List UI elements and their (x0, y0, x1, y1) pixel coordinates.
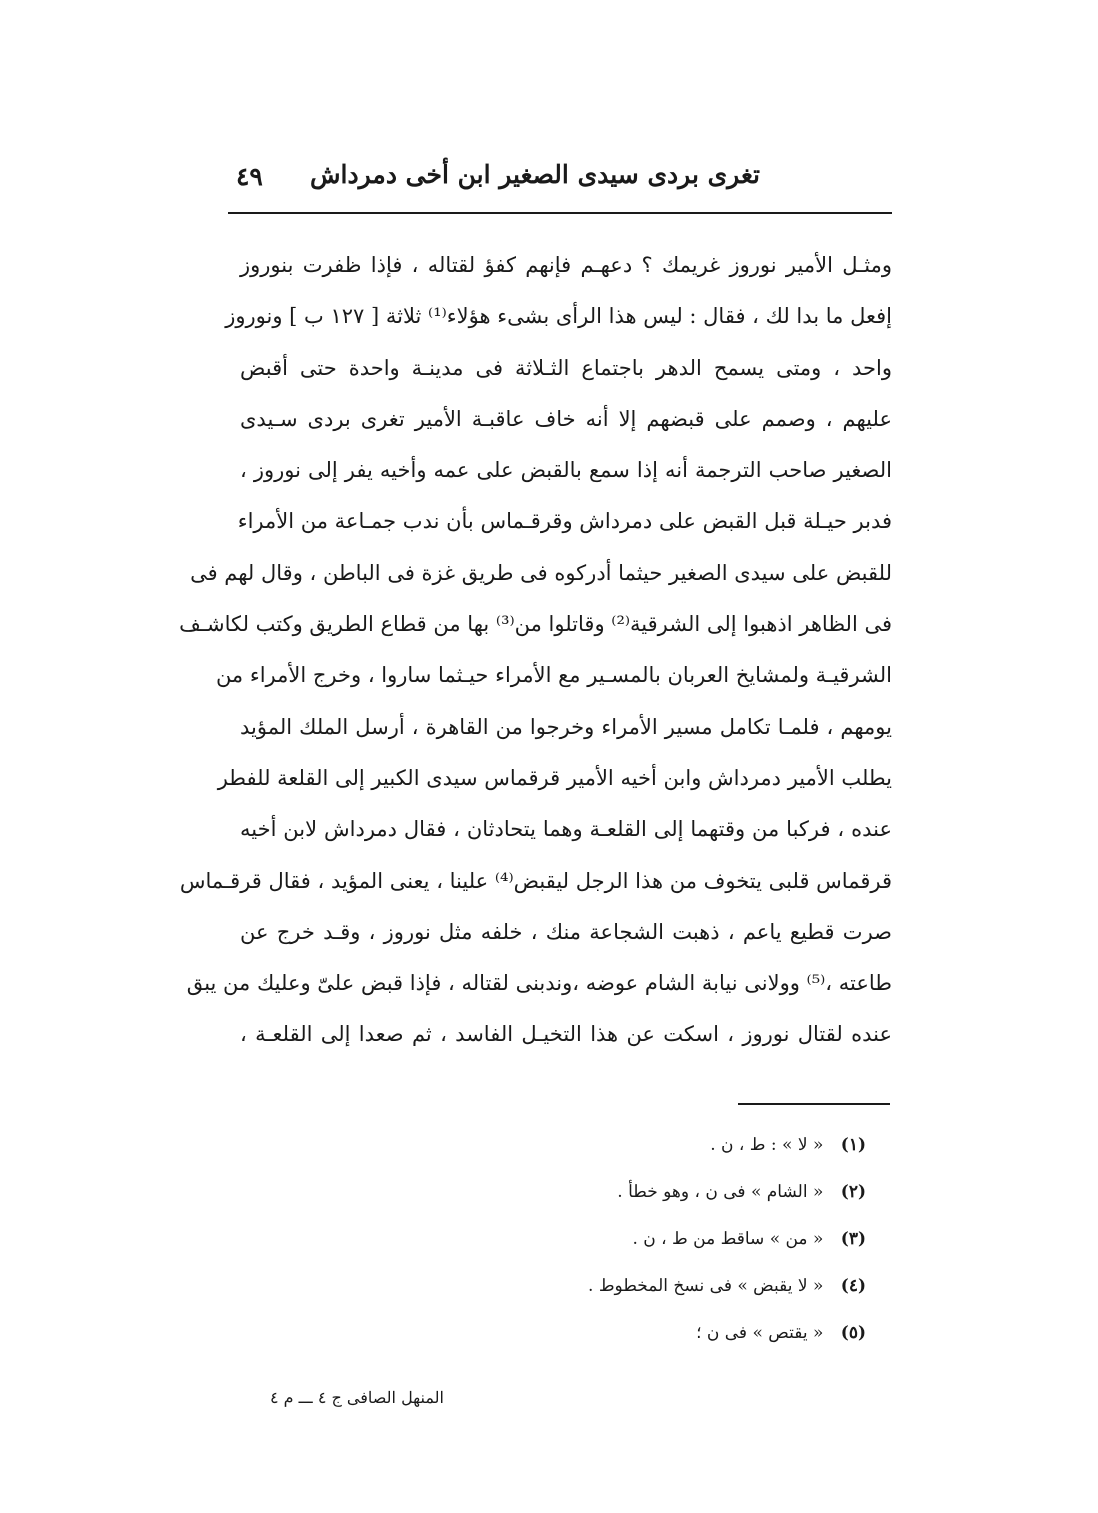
footnote (588, 1266, 866, 1313)
text-line: قرقماس قلبى يتخوف من هذا الرجل ليقبض⁽⁴⁾ علينا ، يعنى المؤيد ، فقال قرقـماس (179, 868, 892, 893)
footnote (588, 1219, 866, 1266)
body-text (179, 240, 892, 1061)
header-rule (228, 212, 892, 214)
footnote-number: (٥) (840, 1323, 866, 1343)
text-line: يومهم ، فلمـا تكامل مسير الأمراء وخرجوا من القاهرة ، أرسل الملك المؤيد (240, 714, 892, 739)
text-line: الشرقيـة ولمشايخ العربان بالمسـير مع الأمراء حيـثما ساروا ، وخرج الأمراء من (215, 663, 892, 688)
footnote (588, 1313, 866, 1360)
footnote-number: (٢) (840, 1182, 866, 1202)
text-line: عنده ، فركبا من وقتهما إلى القلعـة وهما يتحادثان ، فقال دمرداش لابن أخيه (240, 817, 892, 842)
footnote (588, 1125, 866, 1172)
footnote-number: (١) (840, 1135, 866, 1155)
footnote-text: « يقتص » فى ن ؛ (696, 1323, 824, 1343)
footnote (588, 1172, 866, 1219)
footnotes (588, 1125, 866, 1360)
footnote-number: (٤) (840, 1276, 866, 1296)
footnote-rule (738, 1103, 890, 1105)
text-line: للقبض على سيدى الصغير حيثما أدركوه فى طريق غزة فى الباطن ، وقال لهم فى (190, 560, 892, 585)
running-header (228, 160, 890, 204)
text-line: عليهم ، وصمم على قبضهم إلا أنه خاف عاقبـة الأمير تغرى بردى سـيدى (240, 406, 892, 431)
text-line: صرت قطيع ياعم ، ذهبت الشجاعة منك ، خلفه مثل نوروز ، وقـد خرج عن (240, 919, 892, 944)
footnote-text: « من » ساقط من ط ، ن . (632, 1229, 824, 1249)
text-line: فدبر حيـلة قبل القبض على دمرداش وقرقـماس بأن ندب جمـاعة من الأمراء (237, 509, 892, 534)
footnote-number: (٣) (840, 1229, 866, 1249)
text-line: ومثـل الأمير نوروز غريمك ؟ دعهـم فإنهم كفؤ لقتاله ، فإذا ظفرت بنوروز (240, 253, 892, 277)
footnote-text: « الشام » فى ن ، وهو خطأ . (617, 1182, 824, 1202)
text-line: الصغير صاحب الترجمة أنه إذا سمع بالقبض على عمه وأخيه يفر إلى نوروز ، (240, 458, 892, 483)
printer-signature: المنهل الصافى ج ٤ ـــ م ٤ (270, 1388, 444, 1407)
footnote-text: « لا » : ط ، ن . (710, 1135, 824, 1155)
text-line: عنده لقتال نوروز ، اسكت عن هذا التخيـل الفاسد ، ثم صعدا إلى القلعـة ، (240, 1022, 892, 1047)
text-line: يطلب الأمير دمرداش وابن أخيه الأمير قرقماس سيدى الكبير إلى القلعة للفطر (217, 765, 892, 790)
footnote-text: « لا يقبض » فى نسخ المخطوط . (588, 1276, 824, 1296)
text-line: فى الظاهر اذهبوا إلى الشرقية⁽²⁾ وقاتلوا من⁽³⁾ بها من قطاع الطريق وكتب لكاشـف (179, 612, 892, 637)
text-line: واحد ، ومتى يسمح الدهر باجتماع الثـلاثة فى مدينـة واحدة حتى أقبض (240, 355, 892, 380)
page-number: ٤٩ (236, 162, 263, 191)
text-line: طاعته ،⁽⁵⁾ وولانى نيابة الشام عوضه ،وندبنى لقتاله ، فإذا قبض علىّ وعليك من يبق (186, 971, 892, 996)
running-title: تغرى بردى سيدى الصغير ابن أخى دمرداش (310, 160, 760, 189)
text-line: إفعل ما بدا لك ، فقال : ليس هذا الرأى بشىء هؤلاء⁽¹⁾ ثلاثة [ ١٢٧ ب ] ونوروز (225, 304, 892, 329)
